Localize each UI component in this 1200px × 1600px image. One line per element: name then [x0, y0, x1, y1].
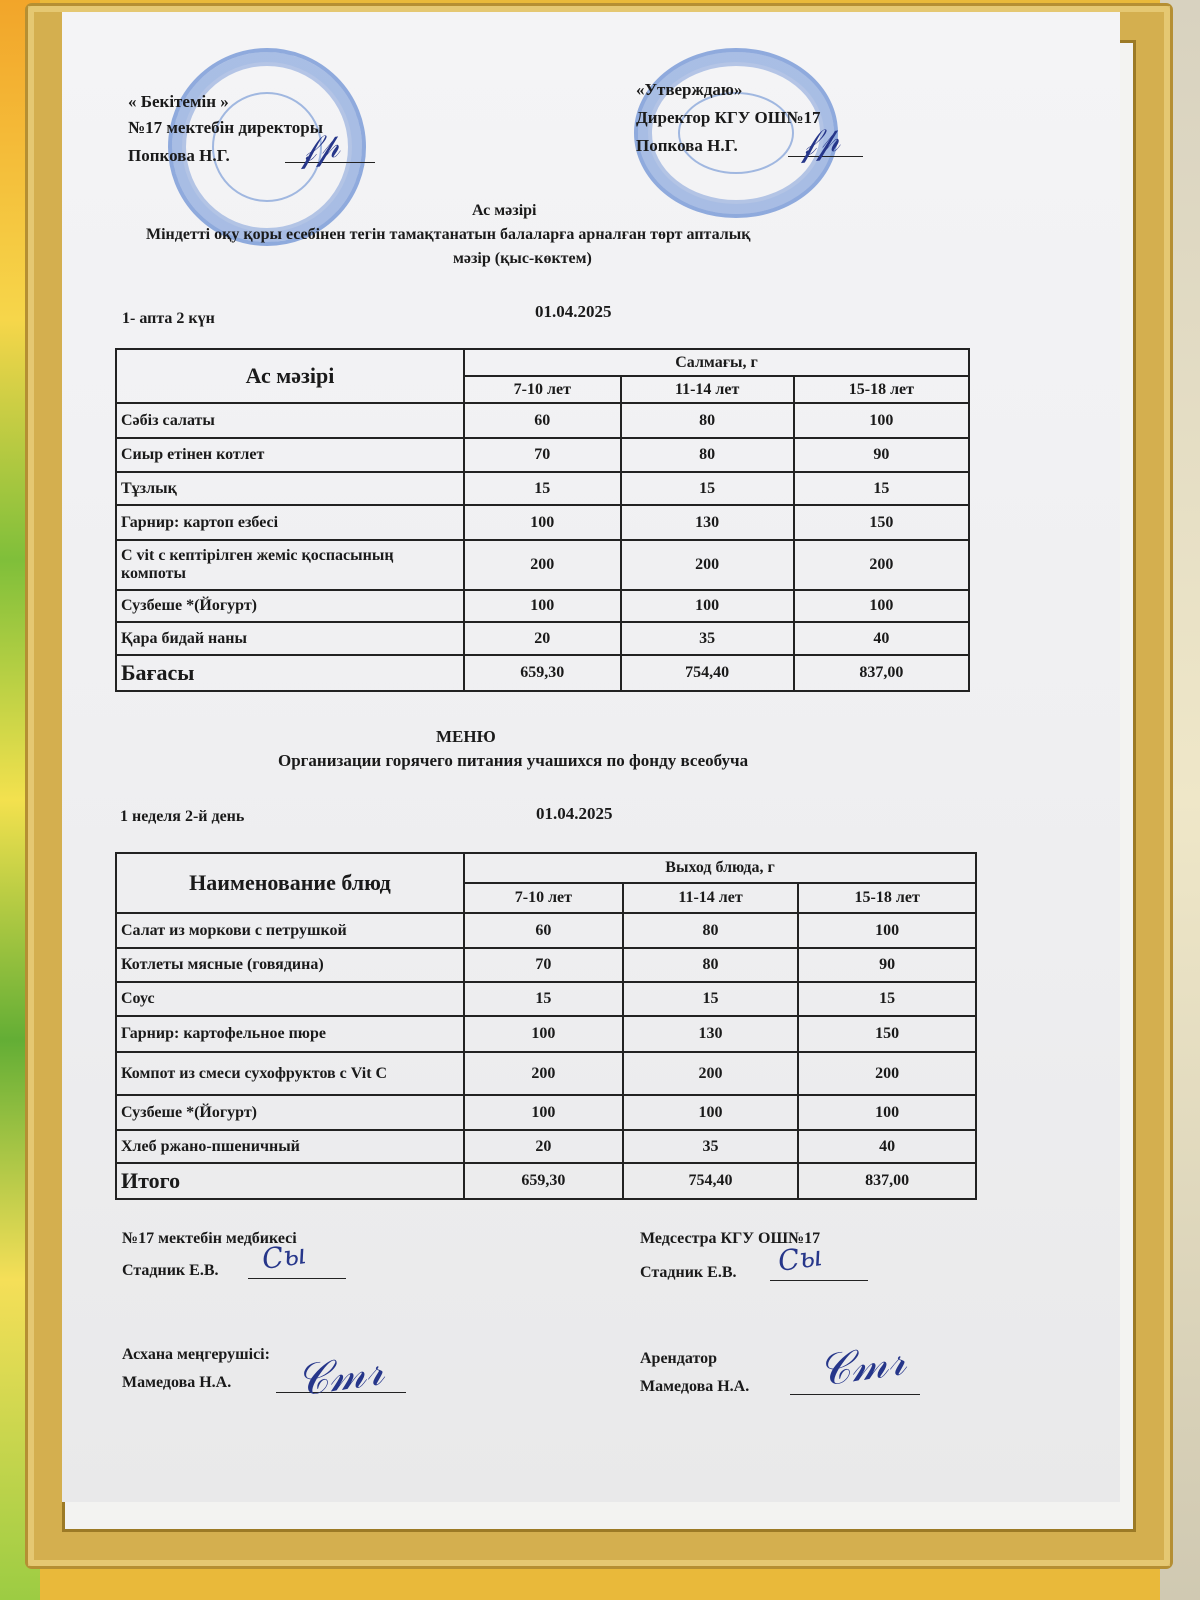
- cell-value: 80: [623, 913, 799, 948]
- total-label: Итого: [116, 1163, 464, 1199]
- ru-day: 1 неделя 2-й день: [120, 808, 245, 825]
- cell-value: 15: [623, 982, 799, 1016]
- cell-value: 60: [464, 403, 621, 438]
- kz-title: Ас мәзірі: [472, 202, 537, 219]
- age-header: 15-18 лет: [798, 883, 976, 913]
- kz-subtitle-2: мәзір (қыс-көктем): [453, 250, 592, 267]
- nurse-kz-name: Стадник Е.В.: [122, 1262, 219, 1279]
- cell-value: 100: [794, 403, 969, 438]
- approval-ru-3: Попкова Н.Г.: [636, 136, 738, 155]
- nurse-signature-kz: Cы: [259, 1237, 309, 1276]
- nurse-ru-label: Медсестра КГУ ОШ№17: [640, 1230, 821, 1247]
- age-header: 7-10 лет: [464, 376, 621, 403]
- cell-value: 70: [464, 948, 623, 982]
- dish-name: Сузбеше *(Йогурт): [116, 590, 464, 622]
- cell-value: 40: [794, 622, 969, 655]
- total-value: 754,40: [623, 1163, 799, 1199]
- table-row: [116, 913, 976, 948]
- table-row: [116, 1052, 976, 1095]
- canteen-kz-name: Мамедова Н.А.: [122, 1374, 232, 1391]
- age-header: 7-10 лет: [464, 883, 623, 913]
- dish-name: Қара бидай наны: [116, 622, 464, 655]
- cell-value: 15: [794, 472, 969, 505]
- kz-date: 01.04.2025: [535, 302, 612, 321]
- cell-value: 60: [464, 913, 623, 948]
- age-header: 11-14 лет: [623, 883, 799, 913]
- approval-kz-3: Попкова Н.Г.: [128, 146, 230, 165]
- cell-value: 150: [798, 1016, 976, 1052]
- nurse-ru-name: Стадник Е.В.: [640, 1264, 737, 1281]
- dish-name: Тұзлық: [116, 472, 464, 505]
- cell-value: 200: [621, 540, 794, 590]
- cell-value: 100: [623, 1095, 799, 1130]
- kz-subtitle-1: Міндетті оқу қоры есебінен тегін тамақтанатын балаларға арналған төрт апталық: [146, 226, 751, 243]
- dish-name: Сәбіз салаты: [116, 403, 464, 438]
- approval-kz-1: « Бекітемін »: [128, 92, 229, 111]
- dish-name: Компот из смеси сухофруктов с Vit C: [116, 1052, 464, 1095]
- dish-name: Гарнир: картоп езбесі: [116, 505, 464, 540]
- director-signature-ru: 𝒻𝓅: [797, 119, 842, 165]
- total-row: [116, 1163, 976, 1199]
- ru-title: МЕНЮ: [436, 727, 496, 746]
- cell-value: 80: [621, 403, 794, 438]
- cell-value: 15: [464, 472, 621, 505]
- cell-value: 100: [798, 913, 976, 948]
- ru-subtitle: Организации горячего питания учашихся по фонду всеобуча: [278, 751, 749, 770]
- age-header: 15-18 лет: [794, 376, 969, 403]
- table-row: [116, 982, 976, 1016]
- cell-value: 100: [464, 505, 621, 540]
- total-label: Бағасы: [116, 655, 464, 691]
- cell-value: 130: [623, 1016, 799, 1052]
- cell-value: 100: [794, 590, 969, 622]
- total-value: 837,00: [794, 655, 969, 691]
- nurse-signature-ru: Cы: [775, 1239, 825, 1278]
- total-row: [116, 655, 969, 691]
- tenant-ru-label: Арендатор: [640, 1350, 717, 1367]
- cell-value: 15: [798, 982, 976, 1016]
- total-value: 837,00: [798, 1163, 976, 1199]
- group-header: Салмағы, г: [464, 349, 969, 376]
- cell-value: 40: [798, 1130, 976, 1163]
- table-row: [116, 1095, 976, 1130]
- cell-value: 200: [464, 1052, 623, 1095]
- dish-name: Соус: [116, 982, 464, 1016]
- cell-value: 15: [621, 472, 794, 505]
- approval-ru-1: «Утверждаю»: [636, 80, 743, 99]
- name-header: Ас мәзірі: [116, 349, 464, 403]
- cell-value: 90: [798, 948, 976, 982]
- cell-value: 200: [798, 1052, 976, 1095]
- approval-ru-2: Директор КГУ ОШ№17: [636, 108, 821, 127]
- canteen-signature-kz: 𝒞𝓂𝓇: [292, 1344, 387, 1407]
- cell-value: 150: [794, 505, 969, 540]
- cell-value: 80: [621, 438, 794, 472]
- cell-value: 200: [794, 540, 969, 590]
- cell-value: 100: [621, 590, 794, 622]
- cell-value: 100: [464, 1095, 623, 1130]
- cell-value: 35: [623, 1130, 799, 1163]
- canteen-kz-label: Асхана меңгерушісі:: [122, 1346, 270, 1363]
- dish-name: Гарнир: картофельное пюре: [116, 1016, 464, 1052]
- director-signature-kz: 𝒻𝓅: [297, 125, 342, 171]
- kz-day: 1- апта 2 күн: [122, 310, 215, 327]
- dish-name: Котлеты мясные (говядина): [116, 948, 464, 982]
- nurse-kz-label: №17 мектебін медбикесі: [122, 1230, 297, 1247]
- ru-menu-table: [115, 852, 977, 1200]
- total-value: 659,30: [464, 1163, 623, 1199]
- cell-value: 90: [794, 438, 969, 472]
- table-row: [116, 403, 969, 438]
- cell-value: 100: [464, 1016, 623, 1052]
- total-value: 659,30: [464, 655, 621, 691]
- dish-name: Салат из моркови с петрушкой: [116, 913, 464, 948]
- table-row: [116, 540, 969, 590]
- tenant-ru-name: Мамедова Н.А.: [640, 1378, 750, 1395]
- cell-value: 20: [464, 622, 621, 655]
- cell-value: 20: [464, 1130, 623, 1163]
- cell-value: 15: [464, 982, 623, 1016]
- cell-value: 35: [621, 622, 794, 655]
- table-row: [116, 505, 969, 540]
- dish-name: C vit с кептірілген жеміс қоспасының компоты: [116, 540, 464, 590]
- cell-value: 200: [623, 1052, 799, 1095]
- dish-name: Сиыр етінен котлет: [116, 438, 464, 472]
- cell-value: 130: [621, 505, 794, 540]
- approval-kz-2: №17 мектебін директоры: [128, 118, 323, 137]
- group-header: Выход блюда, г: [464, 853, 976, 883]
- cell-value: 200: [464, 540, 621, 590]
- name-header: Наименование блюд: [116, 853, 464, 913]
- dish-name: Сузбеше *(Йогурт): [116, 1095, 464, 1130]
- cell-value: 100: [464, 590, 621, 622]
- cell-value: 70: [464, 438, 621, 472]
- dish-name: Хлеб ржано-пшеничный: [116, 1130, 464, 1163]
- cell-value: 80: [623, 948, 799, 982]
- table-row: [116, 1130, 976, 1163]
- table-row: [116, 590, 969, 622]
- tenant-signature-ru: 𝒞𝓂𝓇: [814, 1334, 909, 1397]
- kz-menu-table: [115, 348, 970, 692]
- total-value: 754,40: [621, 655, 794, 691]
- cell-value: 100: [798, 1095, 976, 1130]
- table-row: [116, 622, 969, 655]
- ru-date: 01.04.2025: [536, 804, 613, 823]
- table-row: [116, 948, 976, 982]
- table-row: [116, 438, 969, 472]
- table-row: [116, 472, 969, 505]
- table-row: [116, 1016, 976, 1052]
- age-header: 11-14 лет: [621, 376, 794, 403]
